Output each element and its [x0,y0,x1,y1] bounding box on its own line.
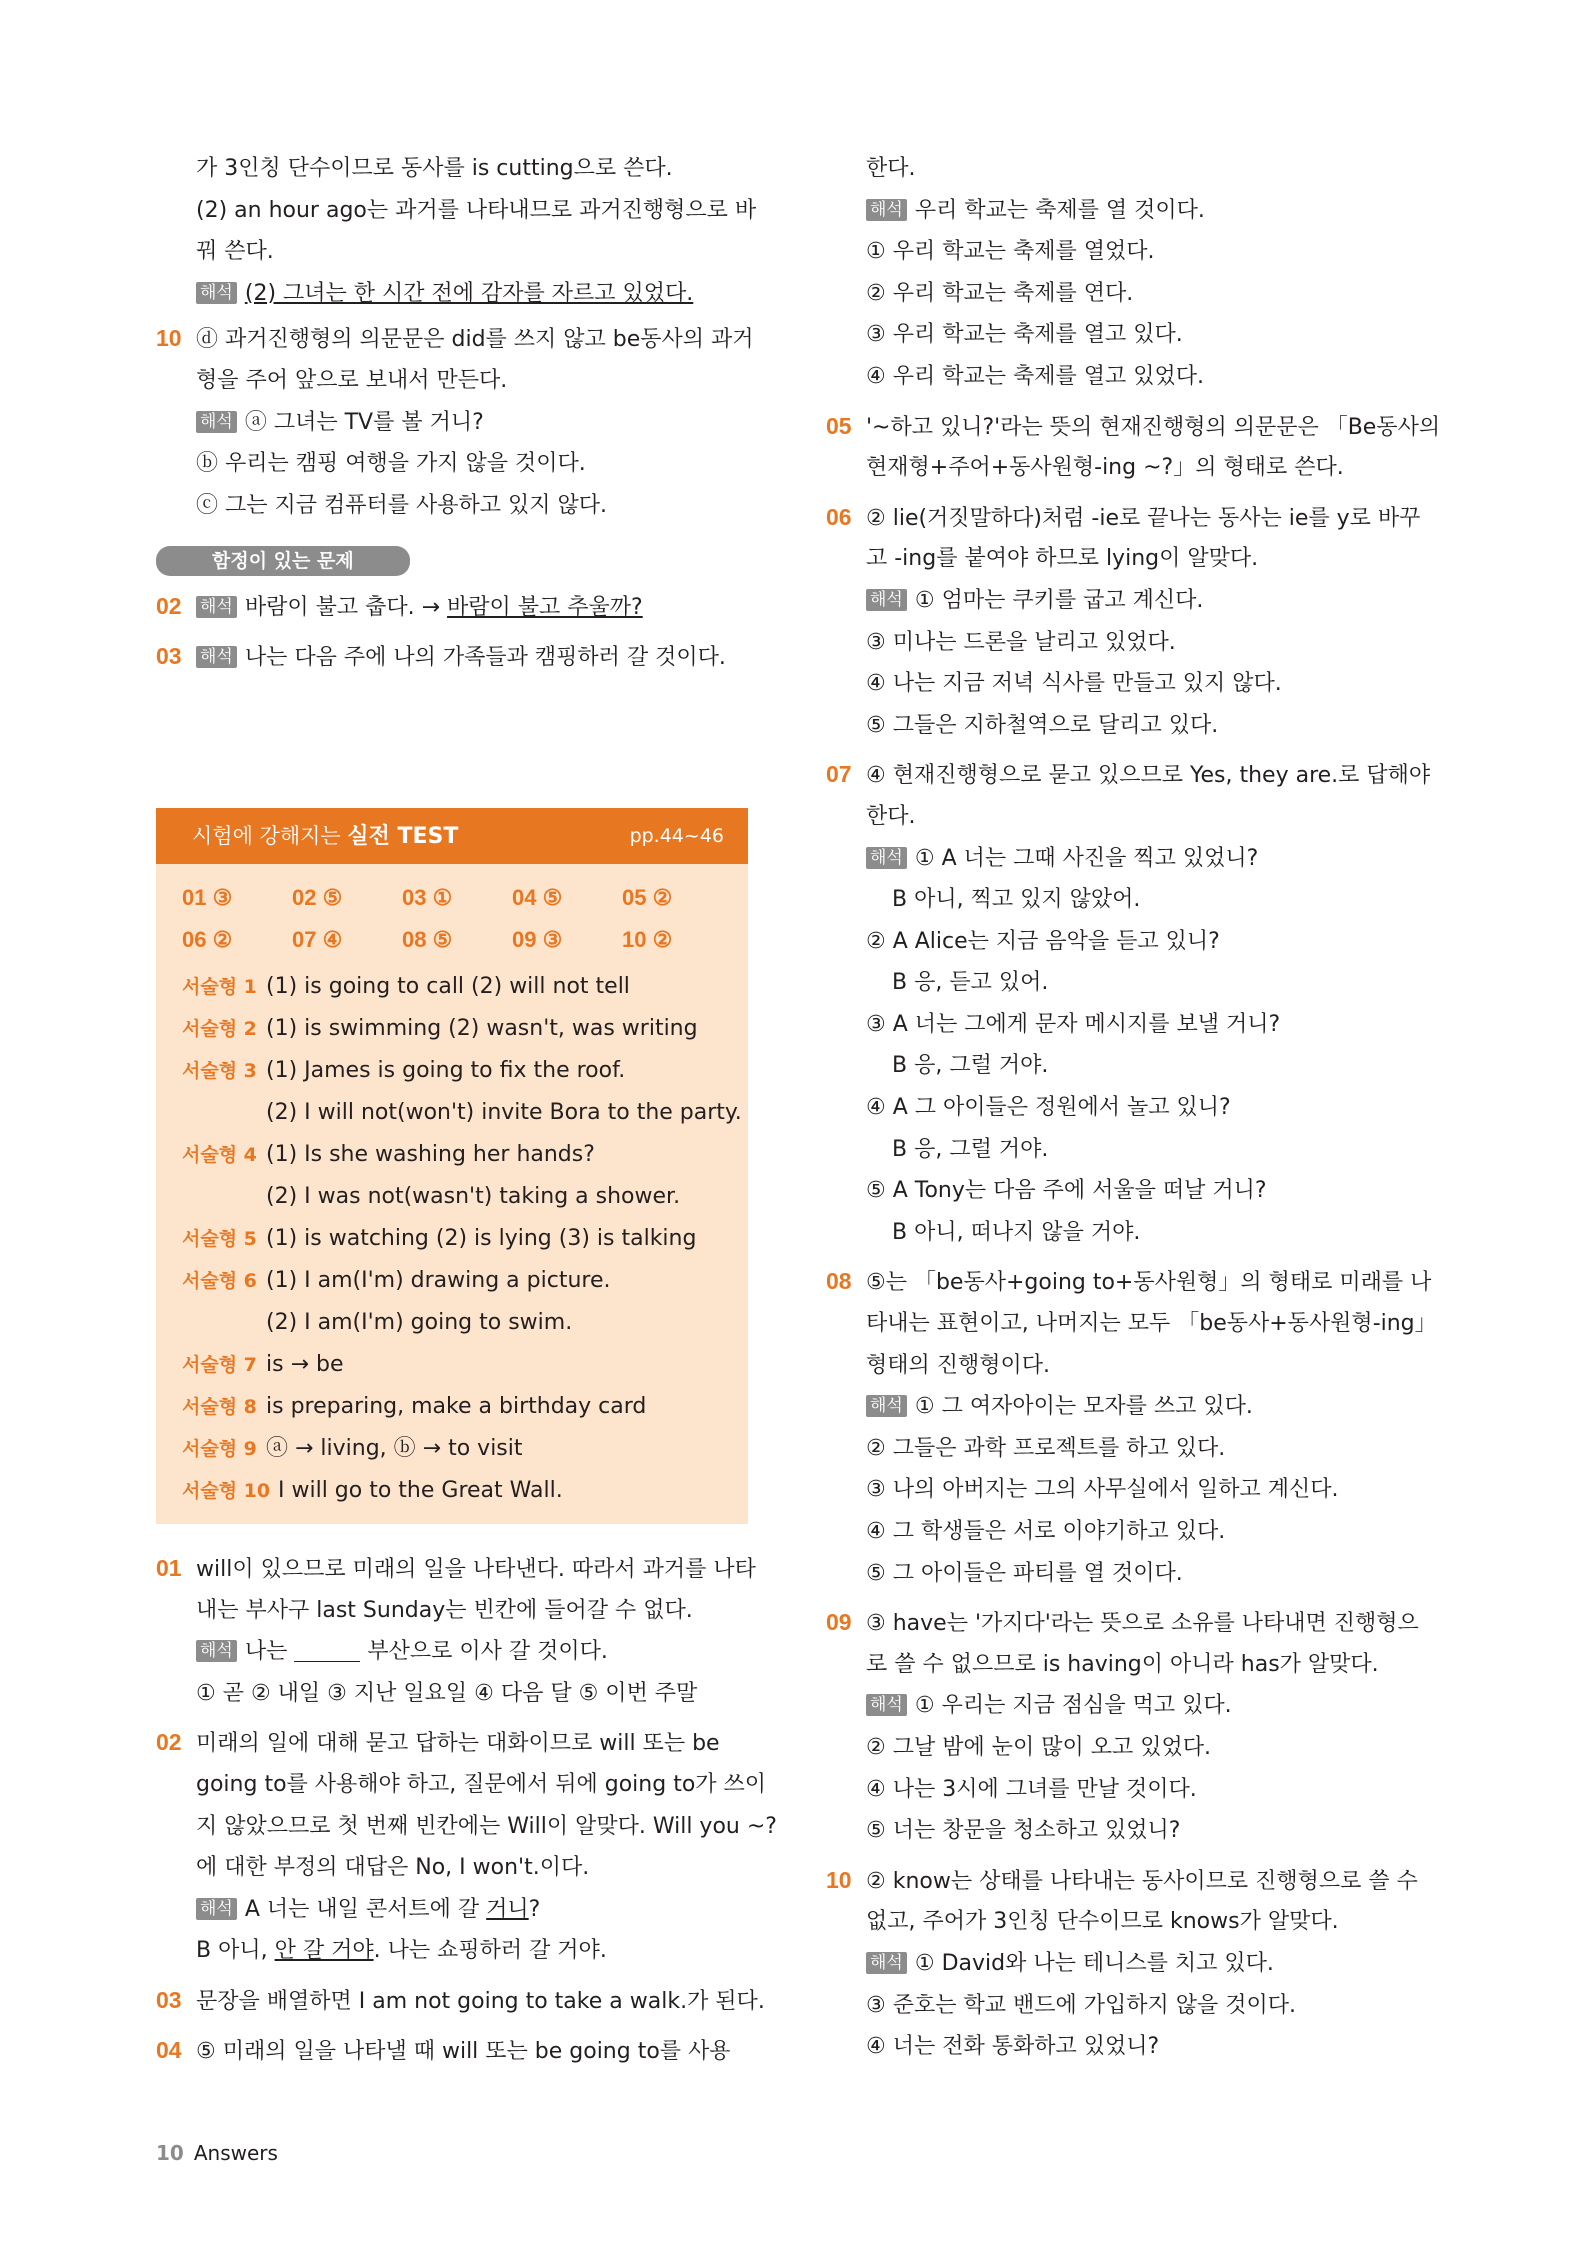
explanation-text: 문장을 배열하면 I am not going to take a walk.가 된다. [196,1988,765,2014]
text-line: ⑤ A Tony는 다음 주에 서울을 떠날 거니? [866,1178,1267,1204]
text-line: 고 -ing를 붙여야 하므로 lying이 알맞다. [866,546,1259,572]
text-line [156,1930,748,1972]
text-line: ④ A 그 아이들은 정원에서 놀고 있니? [866,1095,1231,1121]
translation-text: ? [528,1896,541,1922]
essay-text: (1) I am(I'm) drawing a picture. [266,1268,611,1293]
text-line: B 아니, 떠나지 않을 거야. [892,1219,1141,1245]
question-number: 03 [156,1986,182,2013]
question-number: 08 [826,1268,852,1295]
text-line: ⑤ 그들은 지하철역으로 달리고 있다. [866,712,1219,738]
text-line: 형을 주어 앞으로 보내서 만든다. [196,367,508,393]
translation-text: ① David와 나는 테니스를 치고 있다. [914,1950,1274,1976]
essay-text: (2) I am(I'm) going to swim. [266,1310,573,1335]
essay-answer [182,1344,742,1386]
translation-text: ① 그 여자아이는 모자를 쓰고 있다. [914,1394,1253,1420]
text-line: ② 우리 학교는 축제를 연다. [866,280,1134,306]
explanation-text: 미래의 일에 대해 묻고 답하는 대화이므로 will 또는 be [196,1731,720,1757]
translation-text: 바람이 불고 춥다. → [244,595,448,621]
essay-text: (2) I was not(wasn't) taking a shower. [266,1184,681,1209]
left-column-lower [156,1548,777,2071]
essay-text: (1) is watching (2) is lying (3) is talking [266,1226,697,1251]
answer-item: 02 ⑤ [292,885,343,910]
question-number: 10 [156,325,182,352]
essay-label: 서술형 9 [182,1438,257,1460]
trap-question-02 [156,586,748,628]
question-number: 09 [826,1609,852,1636]
explanation-text: ⓓ 과거진행형의 의문문은 did를 쓰지 않고 be동사의 과거 [196,327,754,353]
text-line: ③ 우리 학교는 축제를 열고 있다. [866,322,1183,348]
question-number: 04 [156,2036,182,2063]
translation-underlined: 바람이 불고 추울까? [447,595,643,621]
question-01 [156,1548,756,1590]
translation-text: 나는 다음 주에 나의 가족들과 캠핑하러 갈 것이다. [244,644,726,670]
answer-item: 01 ③ [182,885,233,910]
answer-item: 06 ② [182,927,233,952]
text-line [826,1943,1418,1985]
explanation-text: ③ have는 '가지다'라는 뜻으로 소유를 나타내면 진행형으 [866,1611,1419,1637]
question-07 [826,754,1431,796]
answer-item: 08 ⑤ [402,927,453,952]
translation-text: (2) 그녀는 한 시간 전에 감자를 자르고 있었다. [244,280,694,306]
text-line [156,402,748,444]
essay-text: I will go to the Great Wall. [278,1478,563,1503]
text-line: B 응, 듣고 있어. [892,970,1049,996]
text-line: 현재형+주어+동사원형-ing ~?」의 형태로 쓴다. [866,455,1344,481]
answer-item: 05 ② [622,885,673,910]
question-02 [156,1722,748,1764]
answer-item: 04 ⑤ [512,885,563,910]
text-line [826,190,1418,232]
page-reference: pp.44~46 [629,825,724,847]
text-line: 내는 부사구 last Sunday는 빈칸에 들어갈 수 없다. [196,1597,693,1623]
essay-label: 서술형 7 [182,1354,257,1376]
text-line: ② 그들은 과학 프로젝트를 하고 있다. [866,1435,1226,1461]
practice-test-box [156,808,748,1524]
essay-label: 서술형 2 [182,1018,257,1040]
text-line: 없고, 주어가 3인칭 단수이므로 knows가 알맞다. [866,1909,1339,1935]
translation-text: 우리 학교는 축제를 열 것이다. [914,197,1205,223]
essay-answer [182,1134,742,1176]
text-line: B 아니, 찍고 있지 않았어. [892,887,1141,913]
explanation-text: ② know는 상태를 나타내는 동사이므로 진행형으로 쓸 수 [866,1868,1418,1894]
footer-label: Answers [193,2141,278,2165]
text-line: ③ A 너는 그에게 문자 메시지를 보낼 거니? [866,1011,1281,1037]
text-line: 지 않았으므로 첫 번째 빈칸에는 Will이 알맞다. Will you ~? [196,1813,777,1839]
translation-underlined: 거니 [486,1896,529,1922]
essay-answer [182,1470,742,1512]
text-line: (2) an hour ago는 과거를 나타내므로 과거진행형으로 바 [196,197,757,223]
trap-question-03 [156,636,748,678]
question-09 [826,1602,1418,1644]
text-line: 형태의 진행형이다. [866,1352,1051,1378]
text-line: 로 쓸 수 없으므로 is having이 아니라 has가 알맞다. [866,1651,1379,1677]
essay-answer [182,1260,742,1302]
text-line: ⑤ 너는 창문을 청소하고 있었니? [866,1818,1181,1844]
text-line: ② 그날 밤에 눈이 많이 오고 있었다. [866,1734,1211,1760]
question-10 [826,1860,1418,1902]
translation-badge: 해석 [866,589,907,611]
text-line [826,838,1418,880]
translation-badge: 해석 [196,1640,237,1662]
translation-underlined: 안 갈 거야 [274,1938,374,1964]
question-number: 05 [826,412,852,439]
text-line: ⑤ 그 아이들은 파티를 열 것이다. [866,1560,1183,1586]
question-number: 02 [156,593,182,620]
translation-text: 나는 [244,1639,295,1665]
essay-answer [182,1302,742,1344]
text-line: 꿔 쓴다. [196,239,274,265]
text-line: 한다. [866,803,916,829]
text-line: ④ 그 학생들은 서로 이야기하고 있다. [866,1519,1226,1544]
text-line: ④ 나는 3시에 그녀를 만날 것이다. [866,1776,1197,1802]
text-line: ③ 미나는 드론을 날리고 있었다. [866,629,1176,655]
text-line: ② A Alice는 지금 음악을 듣고 있니? [866,928,1220,954]
essay-text: ⓐ → living, ⓑ → to visit [266,1436,523,1461]
question-05 [826,406,1441,448]
text-line: ④ 우리 학교는 축제를 열고 있었다. [866,363,1204,389]
essay-text: (1) Is she washing her hands? [266,1142,595,1167]
text-line: going to를 사용해야 하고, 질문에서 뒤에 going to가 쓰이 [196,1771,767,1797]
page-footer [156,2138,278,2168]
answer-item: 10 ② [622,927,673,952]
text-line [156,273,748,315]
answer-item: 07 ④ [292,927,343,952]
translation-badge: 해석 [196,596,237,618]
translation-text: ① 우리는 지금 점심을 먹고 있다. [914,1693,1232,1719]
title-prefix: 시험에 강해지는 [192,824,348,848]
question-04 [156,2030,748,2072]
translation-text: ⓐ 그녀는 TV를 볼 거니? [244,409,484,435]
essay-text: is preparing, make a birthday card [266,1394,647,1419]
translation-badge: 해석 [196,1898,237,1920]
text-line: ③ 나의 아버지는 그의 사무실에서 일하고 계신다. [866,1477,1339,1503]
text-line: 가 3인칭 단수이므로 동사를 is cutting으로 쓴다. [196,156,673,181]
question-number: 07 [826,761,852,788]
essay-answer [182,1428,742,1470]
translation-text: ① A 너는 그때 사진을 찍고 있었니? [914,845,1259,871]
text-line [156,1889,748,1931]
title-bold: 실전 TEST [347,824,459,849]
text-line [826,1685,1418,1727]
essay-label: 서술형 3 [182,1060,257,1082]
question-10 [156,318,754,360]
essay-label: 서술형 1 [182,976,257,998]
essay-label: 서술형 8 [182,1396,257,1418]
right-column [826,148,1441,2068]
translation-badge: 해석 [866,1952,907,1974]
translation-badge: 해석 [196,411,237,433]
text-line: 한다. [866,156,916,181]
essay-label: 서술형 10 [182,1480,271,1502]
text-line: B 응, 그럴 거야. [892,1053,1049,1079]
translation-badge: 해석 [866,847,907,869]
text-line [156,1631,748,1673]
explanation-text: '~하고 있니?'라는 뜻의 현재진행형의 의문문은 「Be동사의 [866,414,1441,440]
translation-text: 부산으로 이사 갈 것이다. [360,1639,608,1665]
essay-text: (2) I will not(won't) invite Bora to the party. [266,1100,742,1125]
text-line: ⓒ 그는 지금 컴퓨터를 사용하고 있지 않다. [196,492,607,518]
blank-line [294,1639,360,1662]
translation-badge: 해석 [866,199,907,221]
explanation-text: ⑤ 미래의 일을 나타낼 때 will 또는 be going to를 사용 [196,2038,731,2064]
essay-text: (1) is swimming (2) wasn't, was writing [266,1016,698,1041]
text-line: ③ 준호는 학교 밴드에 가입하지 않을 것이다. [866,1992,1296,2018]
essay-answer [182,1092,742,1134]
essay-answer [182,1050,742,1092]
question-number: 03 [156,642,182,669]
answer-row [182,920,742,960]
translation-badge: 해석 [196,282,237,304]
text-line: ① 우리 학교는 축제를 열었다. [866,239,1155,265]
essay-answer [182,966,742,1008]
question-08 [826,1261,1432,1303]
essay-answer [182,1218,742,1260]
translation-text: A 너는 내일 콘서트에 갈 [244,1896,487,1922]
essay-answer [182,1386,742,1428]
text-line [826,580,1418,622]
translation-badge: 해석 [866,1694,907,1716]
trap-label: 함정이 있는 문제 [156,546,410,576]
translation-text: B 아니, [196,1938,275,1964]
question-06 [826,497,1421,539]
question-03 [156,1980,765,2022]
question-number: 06 [826,503,852,530]
essay-label: 서술형 4 [182,1144,257,1166]
explanation-text: ④ 현재진행형으로 묻고 있으므로 Yes, they are.로 답해야 [866,763,1431,789]
text-line: ① 곧 ② 내일 ③ 지난 일요일 ④ 다음 달 ⑤ 이번 주말 [196,1680,698,1706]
text-line: B 응, 그럴 거야. [892,1136,1049,1162]
practice-test-title [192,808,458,865]
essay-text: (1) James is going to fix the roof. [266,1058,626,1083]
essay-text: (1) is going to call (2) will not tell [266,974,630,999]
answer-row [182,878,742,918]
question-number: 10 [826,1866,852,1893]
text-line: 타내는 표현이고, 나머지는 모두 「be동사+동사원형-ing」 [866,1311,1437,1337]
page-number: 10 [156,2141,184,2165]
translation-badge: 해석 [866,1395,907,1417]
text-line: 에 대한 부정의 대답은 No, I won't.이다. [196,1855,590,1881]
essay-label: 서술형 5 [182,1228,257,1250]
text-line: ④ 나는 지금 저녁 식사를 만들고 있지 않다. [866,671,1282,697]
answer-item: 09 ③ [512,927,563,952]
practice-test-header [156,808,748,864]
text-line [826,1386,1418,1428]
trap-section-header [156,540,748,586]
essay-label: 서술형 6 [182,1270,257,1292]
answer-item: 03 ① [402,885,453,910]
essay-text: is → be [266,1352,344,1377]
left-column [156,148,757,678]
translation-badge: 해석 [196,646,237,668]
explanation-text: will이 있으므로 미래의 일을 나타낸다. 따라서 과거를 나타 [196,1557,756,1582]
translation-text: ① 엄마는 쿠키를 굽고 계신다. [914,587,1204,613]
translation-text: . 나는 쇼핑하러 갈 거야. [373,1938,607,1964]
question-number: 02 [156,1729,182,1756]
explanation-text: ② lie(거짓말하다)처럼 -ie로 끝나는 동사는 ie를 y로 바꾸 [866,505,1421,531]
essay-answer [182,1176,742,1218]
text-line: ⓑ 우리는 캠핑 여행을 가지 않을 것이다. [196,451,586,477]
question-number: 01 [156,1555,182,1581]
essay-answer [182,1008,742,1050]
text-line: ④ 너는 전화 통화하고 있었니? [866,2034,1160,2060]
explanation-text: ⑤는 「be동사+going to+동사원형」의 형태로 미래를 나 [866,1270,1432,1296]
